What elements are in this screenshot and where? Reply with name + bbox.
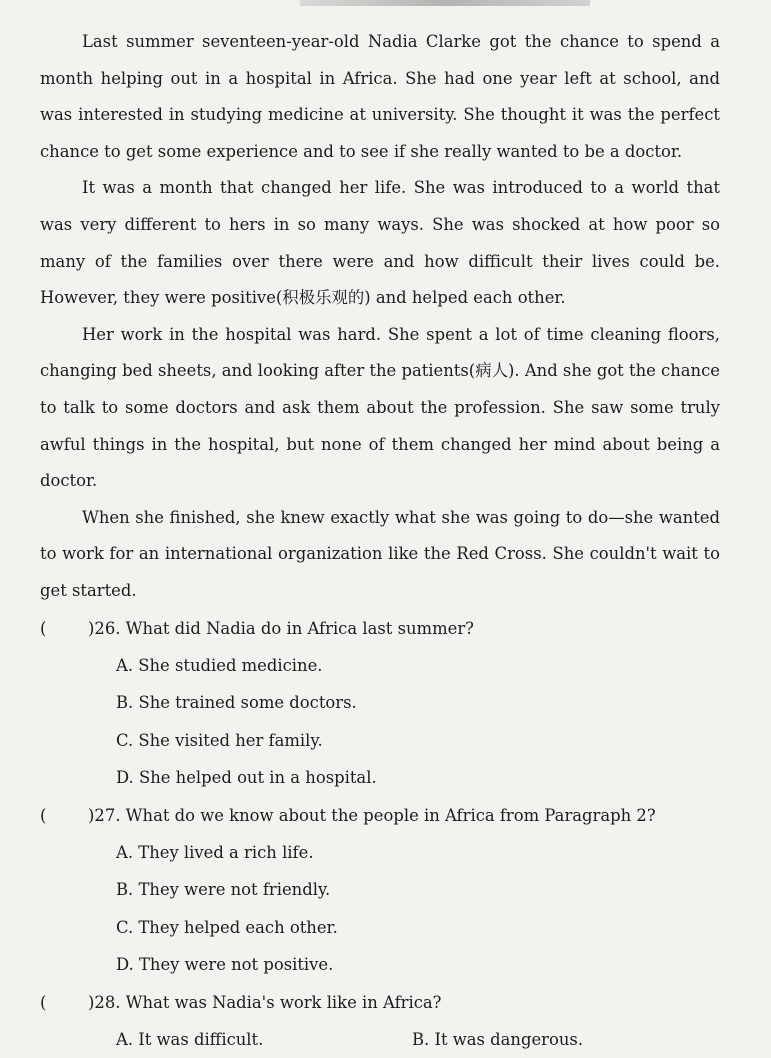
option-27-b: B. They were not friendly. (116, 880, 331, 900)
option-28-a: A. It was difficult. (116, 1029, 264, 1049)
passage-text: Her work in the hospital was hard. She spent a lot of time cleaning floors, changing bed sheets, and looking after the patients(病人). And she got the chance to talk to some doctors and ask them about the profession. She saw some truly awful things in the hospital, but none of them changed her mind about being a doctor. (40, 324, 720, 491)
passage-text: Last summer seventeen-year-old Nadia Clarke got the chance to spend a month helping out in a hospital in Africa. She had one year left at school, and was interested in studying medicine at university. She thought it was the perfect chance to get some experience and to see if she really wanted to be a doctor. (40, 32, 720, 161)
question-stem: )28. What was Nadia's work like in Africa? (88, 992, 442, 1012)
cropped-header-strip (300, 0, 590, 6)
option-26-d: D. She helped out in a hospital. (116, 768, 377, 788)
passage-text: It was a month that changed her life. She was introduced to a world that was very different to hers in so many ways. She was shocked at how poor so many of the families over there were and how difficult their lives could be. However, they were positive(积极乐观的) and helped each other. (40, 178, 720, 308)
worksheet-page (40, 24, 720, 1058)
question-stem: )26. What did Nadia do in Africa last summer? (88, 618, 474, 638)
option-27-c: C. They helped each other. (116, 917, 338, 937)
passage-paragraph-2 (40, 170, 720, 316)
option-26-c: C. She visited her family. (116, 730, 323, 750)
option-26-a: A. She studied medicine. (116, 655, 323, 675)
passage-paragraph-1 (40, 24, 720, 170)
passage-paragraph-4 (40, 500, 720, 610)
option-row-28 (116, 1021, 720, 1058)
option-27-d: D. They were not positive. (116, 955, 334, 975)
answer-blank[interactable]: ( (40, 992, 47, 1012)
question-27 (40, 797, 720, 834)
option-27-a: A. They lived a rich life. (116, 842, 314, 862)
question-stem: )27. What do we know about the people in Africa from Paragraph 2? (88, 805, 656, 825)
passage-paragraph-3 (40, 317, 720, 500)
passage-text: When she finished, she knew exactly what she was going to do—she wanted to work for an international organization like the Red Cross. She couldn't wait to get started. (40, 507, 720, 600)
option-28-b: B. It was dangerous. (412, 1029, 584, 1049)
question-28 (40, 984, 720, 1021)
question-26 (40, 610, 720, 647)
answer-blank[interactable]: ( (40, 618, 47, 638)
option-26-b: B. She trained some doctors. (116, 693, 357, 713)
answer-blank[interactable]: ( (40, 805, 47, 825)
